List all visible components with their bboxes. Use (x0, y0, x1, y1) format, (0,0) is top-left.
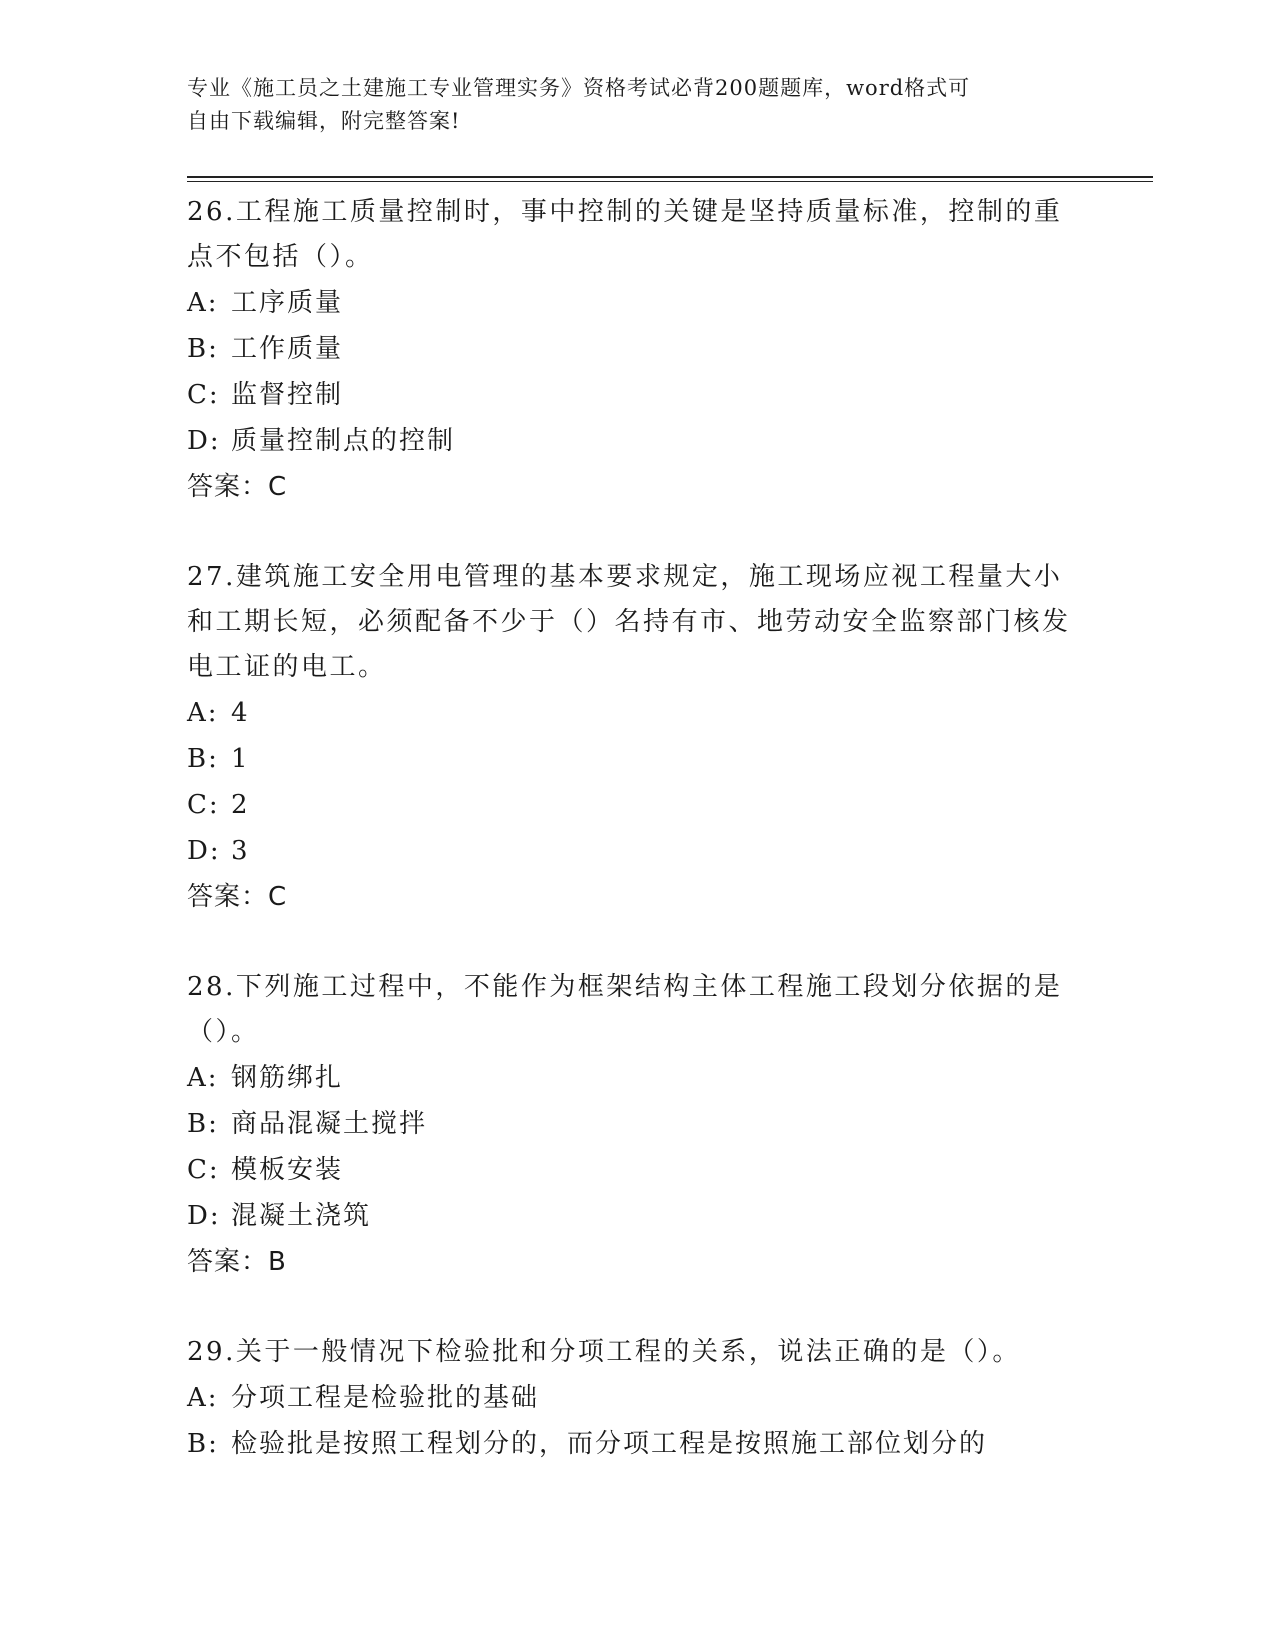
option-key: A: (187, 1383, 219, 1413)
option-key: D: (187, 426, 221, 456)
option-key: B: (187, 1429, 219, 1459)
option-text: 检验批是按照工程划分的，而分项工程是按照施工部位划分的 (231, 1429, 988, 1459)
option-key: A: (187, 288, 219, 318)
option-a (187, 1375, 1087, 1421)
option-text: 分项工程是检验批的基础 (231, 1383, 540, 1413)
option-key: B: (187, 1109, 219, 1139)
question-28 (187, 965, 1087, 1285)
option-c (187, 782, 1087, 828)
option-text: 钢筋绑扎 (231, 1063, 344, 1093)
option-key: C: (187, 790, 220, 820)
option-text: 商品混凝土搅拌 (231, 1109, 428, 1139)
option-c (187, 1147, 1087, 1193)
option-key: B: (187, 744, 219, 774)
header-title-line-1: 专业《施工员之土建施工专业管理实务》资格考试必背200题题库，word格式可 (187, 76, 971, 100)
option-d (187, 418, 1087, 464)
option-text: 2 (231, 790, 250, 820)
option-text: 监督控制 (231, 380, 344, 410)
option-a (187, 1055, 1087, 1101)
option-text: 工作质量 (231, 334, 344, 364)
option-text: 1 (231, 744, 250, 774)
question-stem: 26.工程施工质量控制时，事中控制的关键是坚持质量标准，控制的重点不包括（）。 (187, 197, 1063, 272)
option-key: C: (187, 1155, 220, 1185)
option-d (187, 828, 1087, 874)
question-27 (187, 555, 1087, 920)
question-stem: 28.下列施工过程中，不能作为框架结构主体工程施工段划分依据的是（）。 (187, 972, 1063, 1047)
option-key: B: (187, 334, 219, 364)
option-text: 工序质量 (231, 288, 344, 318)
option-text: 3 (231, 836, 250, 866)
option-b (187, 326, 1087, 372)
option-key: A: (187, 1063, 219, 1093)
option-key: D: (187, 1201, 221, 1231)
header-title-line-2: 自由下载编辑，附完整答案! (187, 109, 461, 133)
option-b (187, 1101, 1087, 1147)
question-stem: 29.关于一般情况下检验批和分项工程的关系，说法正确的是（）。 (187, 1337, 1021, 1367)
option-key: C: (187, 380, 220, 410)
option-d (187, 1193, 1087, 1239)
option-text: 模板安装 (231, 1155, 344, 1185)
header-divider-thin (187, 181, 1153, 182)
answer-line: 答案：C (187, 472, 288, 502)
option-text: 4 (231, 698, 250, 728)
document-header (187, 72, 1087, 138)
question-29 (187, 1330, 1087, 1467)
option-b (187, 1421, 1087, 1467)
question-26 (187, 190, 1087, 510)
option-text: 混凝土浇筑 (231, 1201, 372, 1231)
option-key: A: (187, 698, 219, 728)
answer-line: 答案：C (187, 882, 288, 912)
question-list (187, 190, 1087, 1512)
option-a (187, 690, 1087, 736)
option-a (187, 280, 1087, 326)
option-b (187, 736, 1087, 782)
option-c (187, 372, 1087, 418)
header-divider-thick (187, 176, 1153, 178)
question-stem: 27.建筑施工安全用电管理的基本要求规定，施工现场应视工程量大小和工期长短，必须配备不少于（）名持有市、地劳动安全监察部门核发电工证的电工。 (187, 562, 1071, 682)
answer-line: 答案：B (187, 1247, 287, 1277)
option-key: D: (187, 836, 221, 866)
option-text: 质量控制点的控制 (231, 426, 456, 456)
